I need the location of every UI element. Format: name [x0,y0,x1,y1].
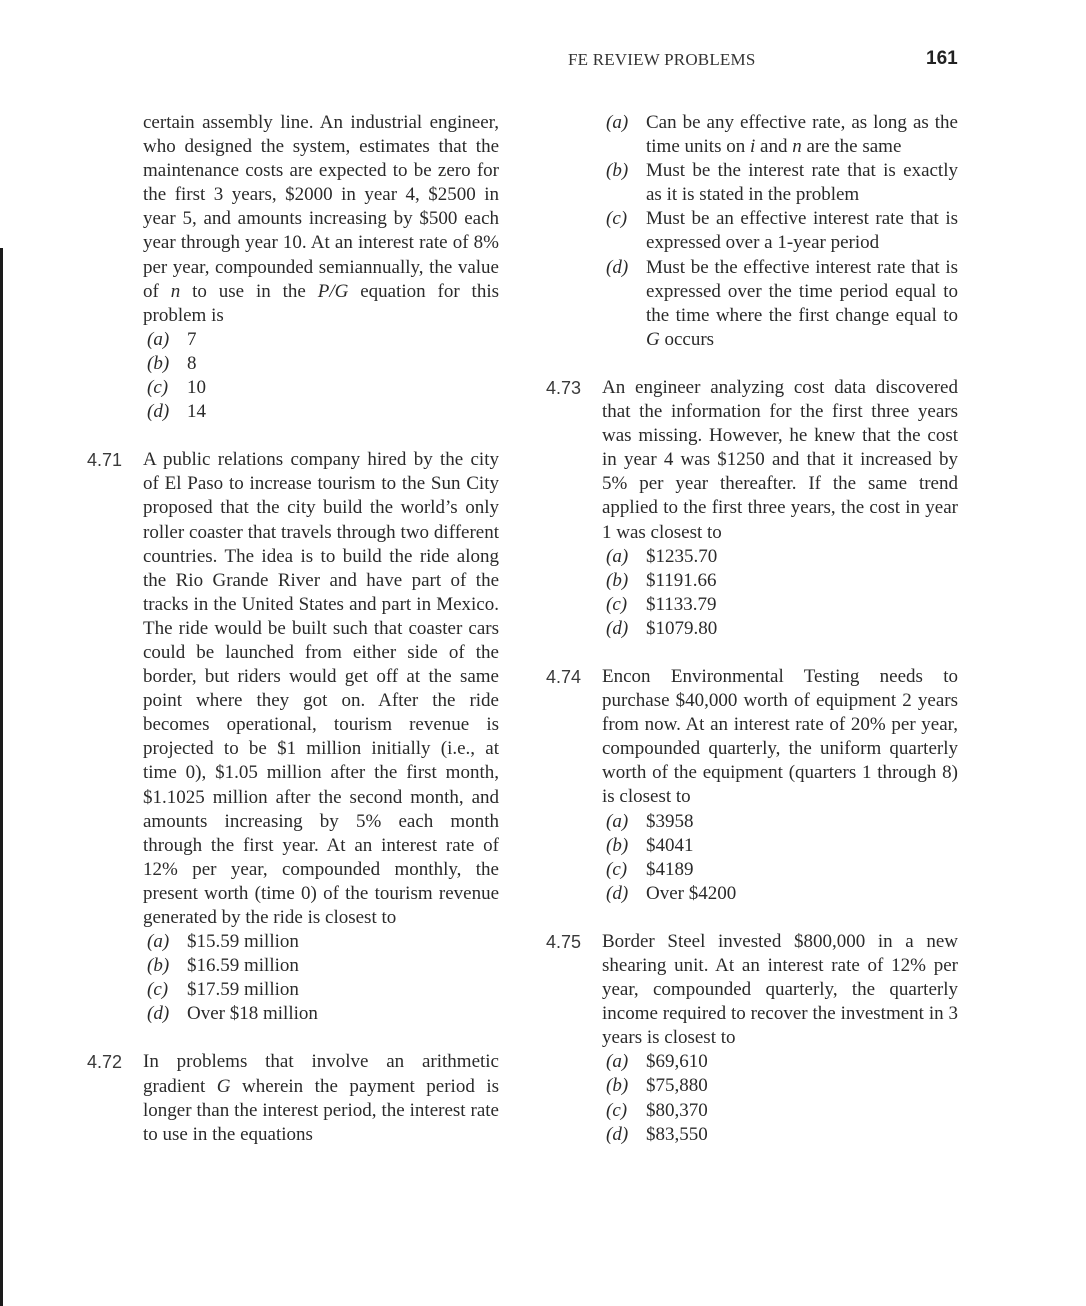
option-label: (c) [606,208,628,230]
option-label: (d) [606,256,629,278]
problem-4-72 [87,1050,499,1146]
option-d [602,256,958,352]
option-text: Must be the effective interest rate that is expressed over the time period equal to the time where the first change equal to G occurs [646,256,958,350]
answer-options [143,930,499,1026]
option-label: (c) [147,979,169,1001]
option-b [143,954,499,978]
option-b [602,569,958,593]
option-d [602,1123,958,1147]
option-a [602,111,958,159]
option-text: $80,370 [646,1099,708,1121]
option-text: $4189 [646,858,694,880]
problem-stem: An engineer analyzing cost data discovered that the information for the first three years was missing. However, he knew that the cost in year 4 was $1250 and that it increased by 5% per year thereafter. If the same trend applied to the first three years, the cost in year 1 was closest to [602,376,958,543]
option-c [602,593,958,617]
option-text: 7 [187,328,197,350]
problem-4-71 [87,448,499,1026]
option-text: $1235.70 [646,545,718,567]
option-c [602,1099,958,1123]
option-label: (a) [606,545,629,567]
option-text: Must be an effective interest rate that is expressed over a 1-year period [646,208,958,254]
option-text: $15.59 million [187,931,299,953]
answer-options [602,545,958,641]
option-text: Can be any effective rate, as long as the time units on i and n are the same [646,112,958,158]
option-label: (b) [606,160,629,182]
option-text: $3958 [646,810,694,832]
option-label: (b) [147,352,170,374]
option-label: (b) [606,834,629,856]
option-b [602,834,958,858]
problem-4-74 [546,665,958,906]
option-text: $1133.79 [646,593,717,615]
problem-stem: Border Steel invested $800,000 in a new shearing unit. At an interest rate of 12% per year, compounded quarterly, the quarterly income required to recover the investment in 3 years is closest to [602,930,958,1049]
option-b [143,352,499,376]
option-a [143,328,499,352]
option-text: $1079.80 [646,617,718,639]
option-text: 10 [187,377,206,399]
option-a [602,810,958,834]
right-column [546,111,958,1147]
option-c [602,207,958,255]
option-label: (a) [606,810,629,832]
problem-number: 4.72 [87,1052,123,1073]
option-c [143,376,499,400]
option-b [602,1074,958,1098]
option-text: $4041 [646,834,694,856]
option-b [602,159,958,207]
option-label: (d) [147,1003,170,1025]
option-label: (c) [606,1099,628,1121]
option-text: 8 [187,352,197,374]
problem-number: 4.73 [546,377,582,398]
option-text: Over $18 million [187,1003,318,1025]
problem-4-70-continuation [143,111,499,424]
problem-4-72-options [602,111,958,352]
option-d [143,1002,499,1026]
problem-number: 4.71 [87,450,123,471]
option-label: (b) [147,955,170,977]
option-label: (a) [606,1051,629,1073]
problem-stem: In problems that involve an arithmetic gradient G wherein the payment period is longer than the interest period, the interest rate to use in the equations [143,1051,499,1145]
option-text: $83,550 [646,1123,708,1145]
option-label: (b) [606,1075,629,1097]
option-d [602,882,958,906]
problem-stem: certain assembly line. An industrial engineer, who designed the system, estimates that the maintenance costs are expected to be zero for the first 3 years, $2000 in year 4, $2500 in year 5, and amounts increasing by $500 each year through year 10. At an interest rate of 8% per year, compounded semiannually, the value of n to use in the P/G equation for this problem is [143,112,499,326]
option-label: (c) [606,593,628,615]
option-text: Must be the interest rate that is exactly as it is stated in the problem [646,160,958,206]
running-head: FE REVIEW PROBLEMS [568,50,756,69]
problem-stem: Encon Environmental Testing needs to purchase $40,000 worth of equipment 2 years from now. At an interest rate of 20% per year, compounded quarterly, the uniform quarterly worth of the equipment (quarters 1 through 8) is closest to [602,665,958,808]
option-label: (d) [606,882,629,904]
problem-4-75 [546,930,958,1147]
option-text: 14 [187,401,206,423]
left-column [87,111,499,1147]
option-text: $1191.66 [646,569,717,591]
page-number: 161 [926,48,958,69]
answer-options [143,328,499,424]
option-c [143,978,499,1002]
option-text: Over $4200 [646,882,737,904]
page-edge-bar [0,248,3,1306]
option-a [602,545,958,569]
option-text: $69,610 [646,1051,708,1073]
answer-options [602,1050,958,1146]
option-label: (a) [606,112,629,133]
problem-stem: A public relations company hired by the city of El Paso to increase tourism to the Sun City proposed that the city build the world’s only roller coaster that travels through two different countries. The idea is to build the ride along the Rio Grande River and have part of the tracks in the United States and part in Mexico. The ride would be built such that coaster cars could be launched from either side of the border, but riders would get off at the same point where they got on. After the ride becomes operational, tourism revenue is projected to be $1 million initially (i.e., at time 0), $1.05 million after the first month, $1.1025 million after the second month, and amounts increasing by 5% each month through the first year. At an interest rate of 12% per year, compounded monthly, the present worth (time 0) of the tourism revenue generated by the ride is closest to [143,449,499,928]
option-d [602,617,958,641]
option-label: (a) [147,328,170,350]
option-text: $75,880 [646,1075,708,1097]
option-a [602,1050,958,1074]
answer-options [602,810,958,906]
option-label: (b) [606,569,629,591]
problem-4-73 [546,376,958,641]
option-label: (a) [147,931,170,953]
problem-number: 4.75 [546,931,582,952]
option-label: (c) [147,377,169,399]
option-label: (d) [606,617,629,639]
option-d [143,400,499,424]
option-label: (d) [147,401,170,423]
option-label: (c) [606,858,628,880]
option-c [602,858,958,882]
option-label: (d) [606,1123,629,1145]
option-text: $17.59 million [187,979,299,1001]
option-a [143,930,499,954]
option-text: $16.59 million [187,955,299,977]
problem-number: 4.74 [546,666,582,687]
